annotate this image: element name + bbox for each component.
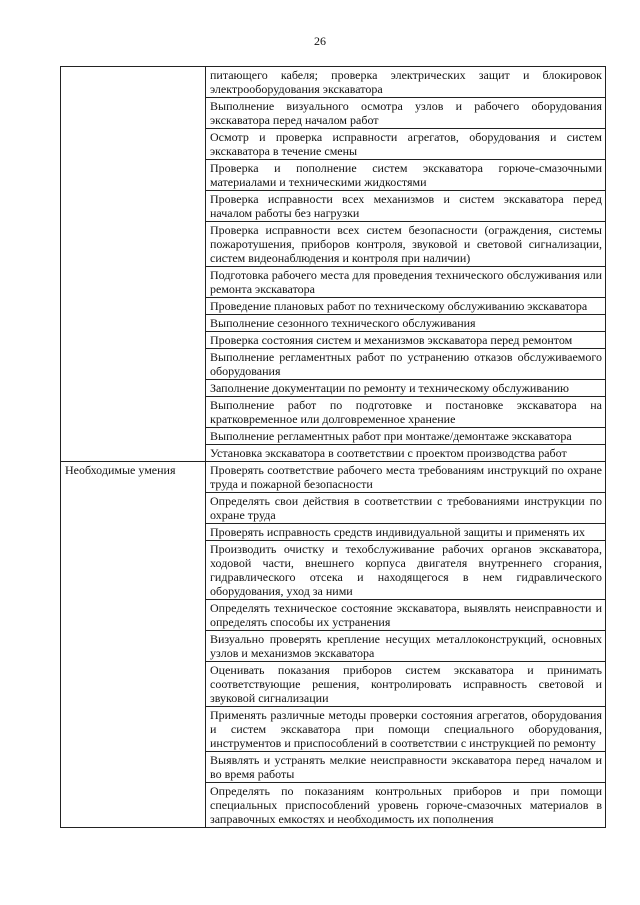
table-cell-text: Выполнение регламентных работ при монтаже/демонтаже экскаватора (206, 428, 606, 445)
section-label (61, 67, 206, 462)
table-cell-text: Проверять соответствие рабочего места требованиям инструкций по охране труда и пожарной безопасности (206, 462, 606, 493)
table-cell-text: Определять по показаниям контрольных приборов и при помощи специальных приспособлений уровень горюче-смазочных материалов в заправочных емкостях и необходимость их пополнения (206, 783, 606, 828)
table-cell-text: Проверка и пополнение систем экскаватора горюче-смазочными материалами и техническими жидкостями (206, 160, 606, 191)
table-cell-text: Выявлять и устранять мелкие неисправности экскаватора перед началом и во время работы (206, 752, 606, 783)
table-cell-text: Выполнение регламентных работ по устранению отказов обслуживаемого оборудования (206, 349, 606, 380)
requirements-table (60, 66, 606, 828)
table-row (61, 462, 606, 493)
table-cell-text: Подготовка рабочего места для проведения технического обслуживания или ремонта экскаватора (206, 267, 606, 298)
table-cell-text: Осмотр и проверка исправности агрегатов, оборудования и систем экскаватора в течение смены (206, 129, 606, 160)
table-cell-text: Установка экскаватора в соответствии с проектом производства работ (206, 445, 606, 462)
table-cell-text: Выполнение работ по подготовке и постановке экскаватора на кратковременное или долговременное хранение (206, 397, 606, 428)
table-cell-text: питающего кабеля; проверка электрических защит и блокировок электрооборудования экскаватора (206, 67, 606, 98)
page-number: 26 (314, 34, 326, 48)
table-cell-text: Определять свои действия в соответствии с требованиями инструкции по охране труда (206, 493, 606, 524)
table-cell-text: Выполнение сезонного технического обслуживания (206, 315, 606, 332)
table-body (61, 67, 606, 828)
section-label: Необходимые умения (61, 462, 206, 828)
table-cell-text: Заполнение документации по ремонту и техническому обслуживанию (206, 380, 606, 397)
table-cell-text: Проверка исправности всех систем безопасности (ограждения, системы пожаротушения, приборов контроля, звуковой и световой сигнализации, систем видеонаблюдения и контроля при наличии) (206, 222, 606, 267)
table-cell-text: Проверка состояния систем и механизмов экскаватора перед ремонтом (206, 332, 606, 349)
table-cell-text: Производить очистку и техобслуживание рабочих органов экскаватора, ходовой части, внешнего корпуса двигателя внутреннего сгорания, гидравлического отсека и находящегося в нем гидравлического оборудования, уход за ними (206, 541, 606, 600)
table-cell-text: Проверять исправность средств индивидуальной защиты и применять их (206, 524, 606, 541)
table-cell-text: Оценивать показания приборов систем экскаватора и принимать соответствующие решения, контролировать исправность световой и звуковой сигнализации (206, 662, 606, 707)
table-cell-text: Определять техническое состояние экскаватора, выявлять неисправности и определять способы их устранения (206, 600, 606, 631)
table-row (61, 67, 606, 98)
table-cell-text: Проверка исправности всех механизмов и систем экскаватора перед началом работы без нагрузки (206, 191, 606, 222)
table-cell-text: Проведение плановых работ по техническому обслуживанию экскаватора (206, 298, 606, 315)
table-cell-text: Применять различные методы проверки состояния агрегатов, оборудования и систем экскаватора при помощи специального оборудования, инструментов и приспособлений в соответствии с инструкцией по ремонту (206, 707, 606, 752)
table-cell-text: Визуально проверять крепление несущих металлоконструкций, основных узлов и механизмов экскаватора (206, 631, 606, 662)
table-cell-text: Выполнение визуального осмотра узлов и рабочего оборудования экскаватора перед началом работ (206, 98, 606, 129)
